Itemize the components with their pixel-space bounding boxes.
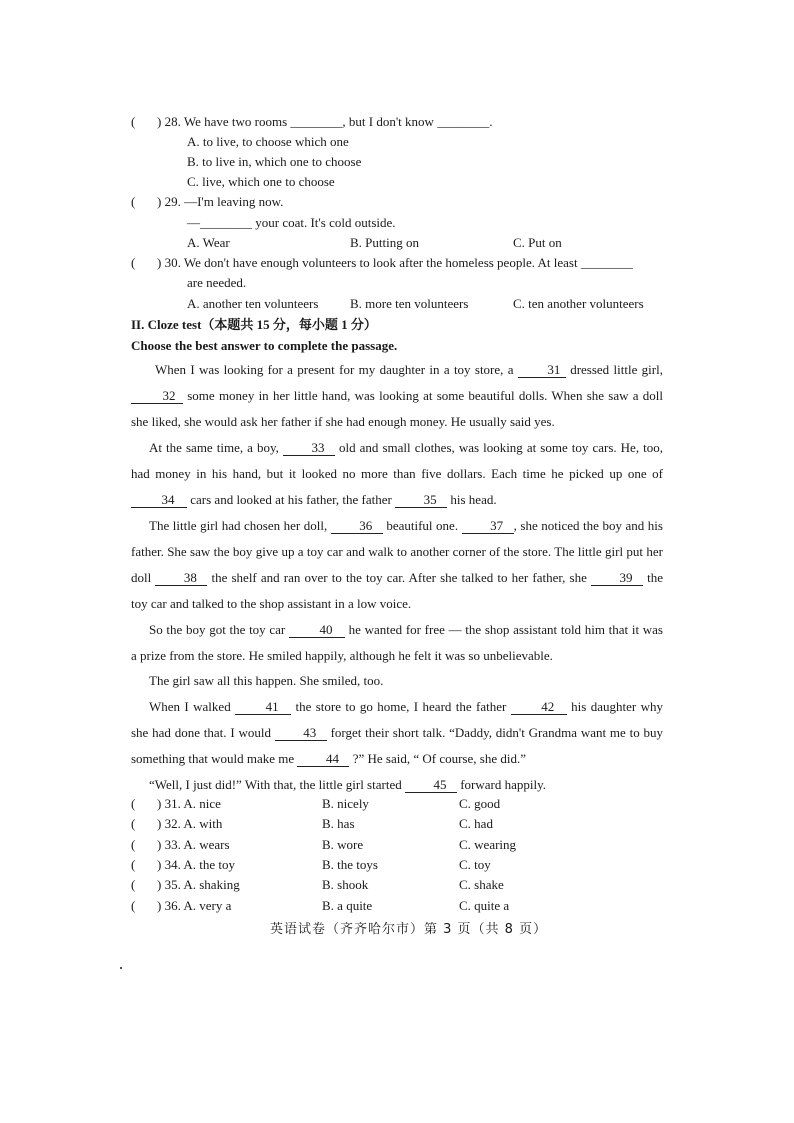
option-34-b: B. the toys [322,857,378,872]
p1-text-3: some money in her little hand, was looking at some beautiful dolls. When she saw a doll she liked, she would ask her father if she had enough money. He usually said yes. [131,388,663,429]
q28-stem-b: , but I don't know [342,114,434,129]
p4-text-2: he wanted for free — the shop assistant told him that it was a prize from the store. He smiled happily, although he felt it was so unbelievable. [131,622,663,663]
q28-stem-c: . [489,114,493,129]
option-31-c: C. good [459,796,501,811]
q29-dash: — [187,215,200,230]
p4-text-1: So the boy got the toy car [149,622,289,637]
option-32-paren: ( [131,816,136,831]
p3-text-5: the toy car and talked to the shop assistant in a low voice. [131,570,663,611]
q28-option-a: A. to live, to choose which one [187,134,349,149]
q28-stem [157,114,492,130]
p2-text-3: cars and looked at his father, the father [187,492,396,507]
option-31-a: ) 31. A. nice [157,796,221,811]
section-title: II. Cloze test（本题共 15 分，每小题 1 分） [131,317,377,332]
q29-option-b: B. Putting on [350,235,419,250]
q30-option-c: C. ten another volunteers [513,296,644,311]
p3-text-2: beautiful one. [382,518,462,533]
option-31-b: B. nicely [322,796,369,811]
q30-option-b: B. more ten volunteers [350,296,469,311]
q30-stem [157,255,633,271]
option-34-a: ) 34. A. the toy [157,857,235,872]
p2-text-2: old and small clothes, was looking at some toy cars. He, too, had money in his hand, but it looked no more than five dollars. Each time he picked up one of [131,440,663,481]
p6-text-4: forget their short talk. “Daddy, didn't Grandma want me to buy something that would make me [131,725,663,766]
p6-text-3: his daughter why she had done that. I would [131,699,663,740]
option-36-a: ) 36. A. very a [157,898,232,913]
p3-text-3: , she noticed the boy and his father. She saw the boy give up a toy car and walk to another corner of the store. The little girl put her doll [131,518,663,585]
p1-text-2: dressed little girl, [565,362,663,377]
option-36-b: B. a quite [322,898,373,913]
q28-blank2: ________ [437,114,490,129]
blank-32: 32 [131,389,183,404]
blank-39: 39 [591,571,643,586]
option-33-paren: ( [131,837,136,852]
blank-44: 44 [297,752,349,767]
passage-paragraph-6 [131,694,663,772]
passage-paragraph-1 [131,357,663,435]
p3-text-1: The little girl had chosen her doll, [149,518,331,533]
blank-40: 40 [289,623,345,638]
q29-line2 [187,215,396,231]
p6-text-1: When I walked [149,699,236,714]
q30-paren: ( [131,255,136,270]
blank-43: 43 [275,726,327,741]
q29-option-a: A. Wear [187,235,230,250]
blank-33: 33 [283,441,335,456]
q30-stem-text: ) 30. We don't have enough volunteers to look after the homeless people. At least [157,255,578,270]
q28-stem-a: ) 28. We have two rooms [157,114,288,129]
option-34-paren: ( [131,857,136,872]
passage-paragraph-5 [131,668,663,694]
blank-45: 45 [405,778,457,793]
q28-option-b: B. to live in, which one to choose [187,154,362,169]
option-35-a: ) 35. A. shaking [157,877,240,892]
section-instruction: Choose the best answer to complete the passage. [131,338,398,353]
option-32-b: B. has [322,816,355,831]
q30-option-a: A. another ten volunteers [187,296,319,311]
option-32-c: C. had [459,816,493,831]
option-31-paren: ( [131,796,136,811]
blank-41: 41 [235,700,291,715]
blank-34: 34 [131,493,187,508]
passage-paragraph-7 [131,772,663,798]
page-footer: 英语试卷（齐齐哈尔市）第 3 页（共 8 页） [270,922,548,937]
q28-option-c: C. live, which one to choose [187,174,335,189]
p6-text-5: ?” He said, “ Of course, she did.” [349,751,526,766]
option-33-a: ) 33. A. wears [157,837,230,852]
q28-paren: ( [131,114,136,129]
option-33-c: C. wearing [459,837,517,852]
q30-blank: ________ [580,255,633,270]
option-34-c: C. toy [459,857,491,872]
option-35-c: C. shake [459,877,504,892]
q29-paren: ( [131,194,136,209]
option-35-paren: ( [131,877,136,892]
blank-35: 35 [395,493,447,508]
blank-37: 37 [462,519,514,534]
p7-text-1: “Well, I just did!” With that, the little girl started [149,777,405,792]
passage-paragraph-4 [131,617,663,669]
p7-text-2: forward happily. [456,777,547,792]
q29-blank: ________ [200,215,252,230]
q29-line2-rest: your coat. It's cold outside. [252,215,396,230]
p3-text-4: the shelf and ran over to the toy car. After she talked to her father, she [207,570,591,585]
option-36-c: C. quite a [459,898,510,913]
blank-36: 36 [331,519,383,534]
passage-paragraph-3 [131,513,663,617]
option-35-b: B. shook [322,877,369,892]
p5-text: The girl saw all this happen. She smiled, too. [149,673,384,688]
q28-blank1: ________ [290,114,343,129]
scan-speck [120,967,122,969]
blank-31: 31 [518,363,566,378]
q29-stem: ) 29. —I'm leaving now. [157,194,284,209]
p6-text-2: the store to go home, I heard the father [291,699,511,714]
blank-42: 42 [511,700,567,715]
q30-stem2: are needed. [187,275,247,290]
p2-text-4: his head. [447,492,497,507]
blank-38: 38 [155,571,207,586]
p2-text-1: At the same time, a boy, [149,440,283,455]
option-32-a: ) 32. A. with [157,816,223,831]
option-33-b: B. wore [322,837,364,852]
p1-text-1: When I was looking for a present for my daughter in a toy store, a [155,362,518,377]
passage-paragraph-2 [131,435,663,513]
option-36-paren: ( [131,898,136,913]
q29-option-c: C. Put on [513,235,562,250]
